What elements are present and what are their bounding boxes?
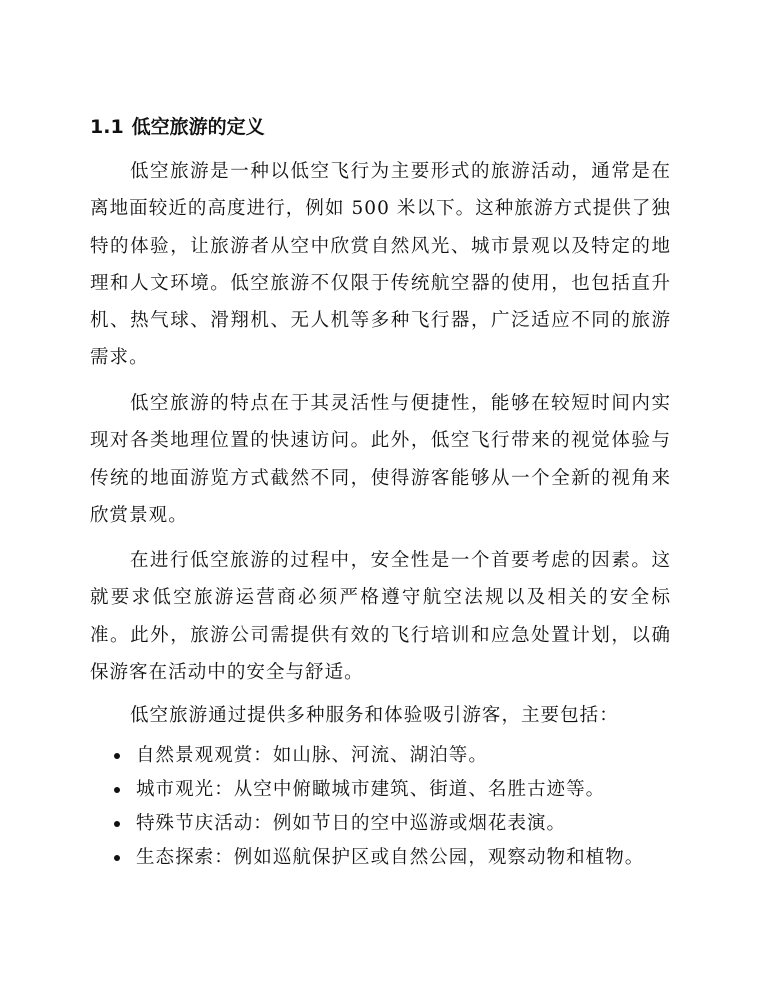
list-item-text: 自然景观观赏：如山脉、河流、湖泊等。 — [136, 745, 488, 766]
paragraph-services-intro: 低空旅游通过提供多种服务和体验吸引游客，主要包括： — [130, 705, 619, 726]
paragraph-safety: 在进行低空旅游的过程中，安全性是一个首要考虑的因素。这就要求低空旅游运营商必须严格遵守航空法规以及相关的安全标准。此外，旅游公司需提供有效的飞行培训和应急处置计划，以确保游客在活动中的安全与舒适。 — [90, 550, 671, 683]
list-item-text: 城市观光：从空中俯瞰城市建筑、街道、名胜古迹等。 — [136, 779, 606, 800]
list-item — [90, 773, 690, 807]
list-item-text: 生态探索：例如巡航保护区或自然公园，观察动物和植物。 — [136, 847, 645, 868]
bullet-dot-icon — [114, 821, 120, 827]
bullet-dot-icon — [114, 753, 120, 759]
paragraph-definition: 低空旅游是一种以低空飞行为主要形式的旅游活动，通常是在离地面较近的高度进行，例如 500 米以下。这种旅游方式提供了独特的体验，让旅游者从空中欣赏自然风光、城市景观以及特定的地理和人文环境。低空旅游不仅限于传统航空器的使用，也包括直升机、热气球、滑翔机、无人机等多种飞行器，广泛适应不同的旅游需求。 — [90, 161, 671, 369]
services-list — [90, 739, 690, 875]
section-number: 1.1 — [90, 116, 124, 138]
section-title: 低空旅游的定义 — [131, 116, 265, 138]
list-item — [90, 807, 690, 841]
paragraph-characteristics: 低空旅游的特点在于其灵活性与便捷性，能够在较短时间内实现对各类地理位置的快速访问。此外，低空飞行带来的视觉体验与传统的地面游览方式截然不同，使得游客能够从一个全新的视角来欣赏景观。 — [90, 393, 671, 526]
bullet-dot-icon — [114, 855, 120, 861]
bullet-dot-icon — [114, 787, 120, 793]
list-item-text: 特殊节庆活动：例如节日的空中巡游或烟花表演。 — [136, 813, 567, 834]
list-item — [90, 739, 690, 773]
section-heading — [90, 113, 265, 141]
list-item — [90, 841, 690, 875]
